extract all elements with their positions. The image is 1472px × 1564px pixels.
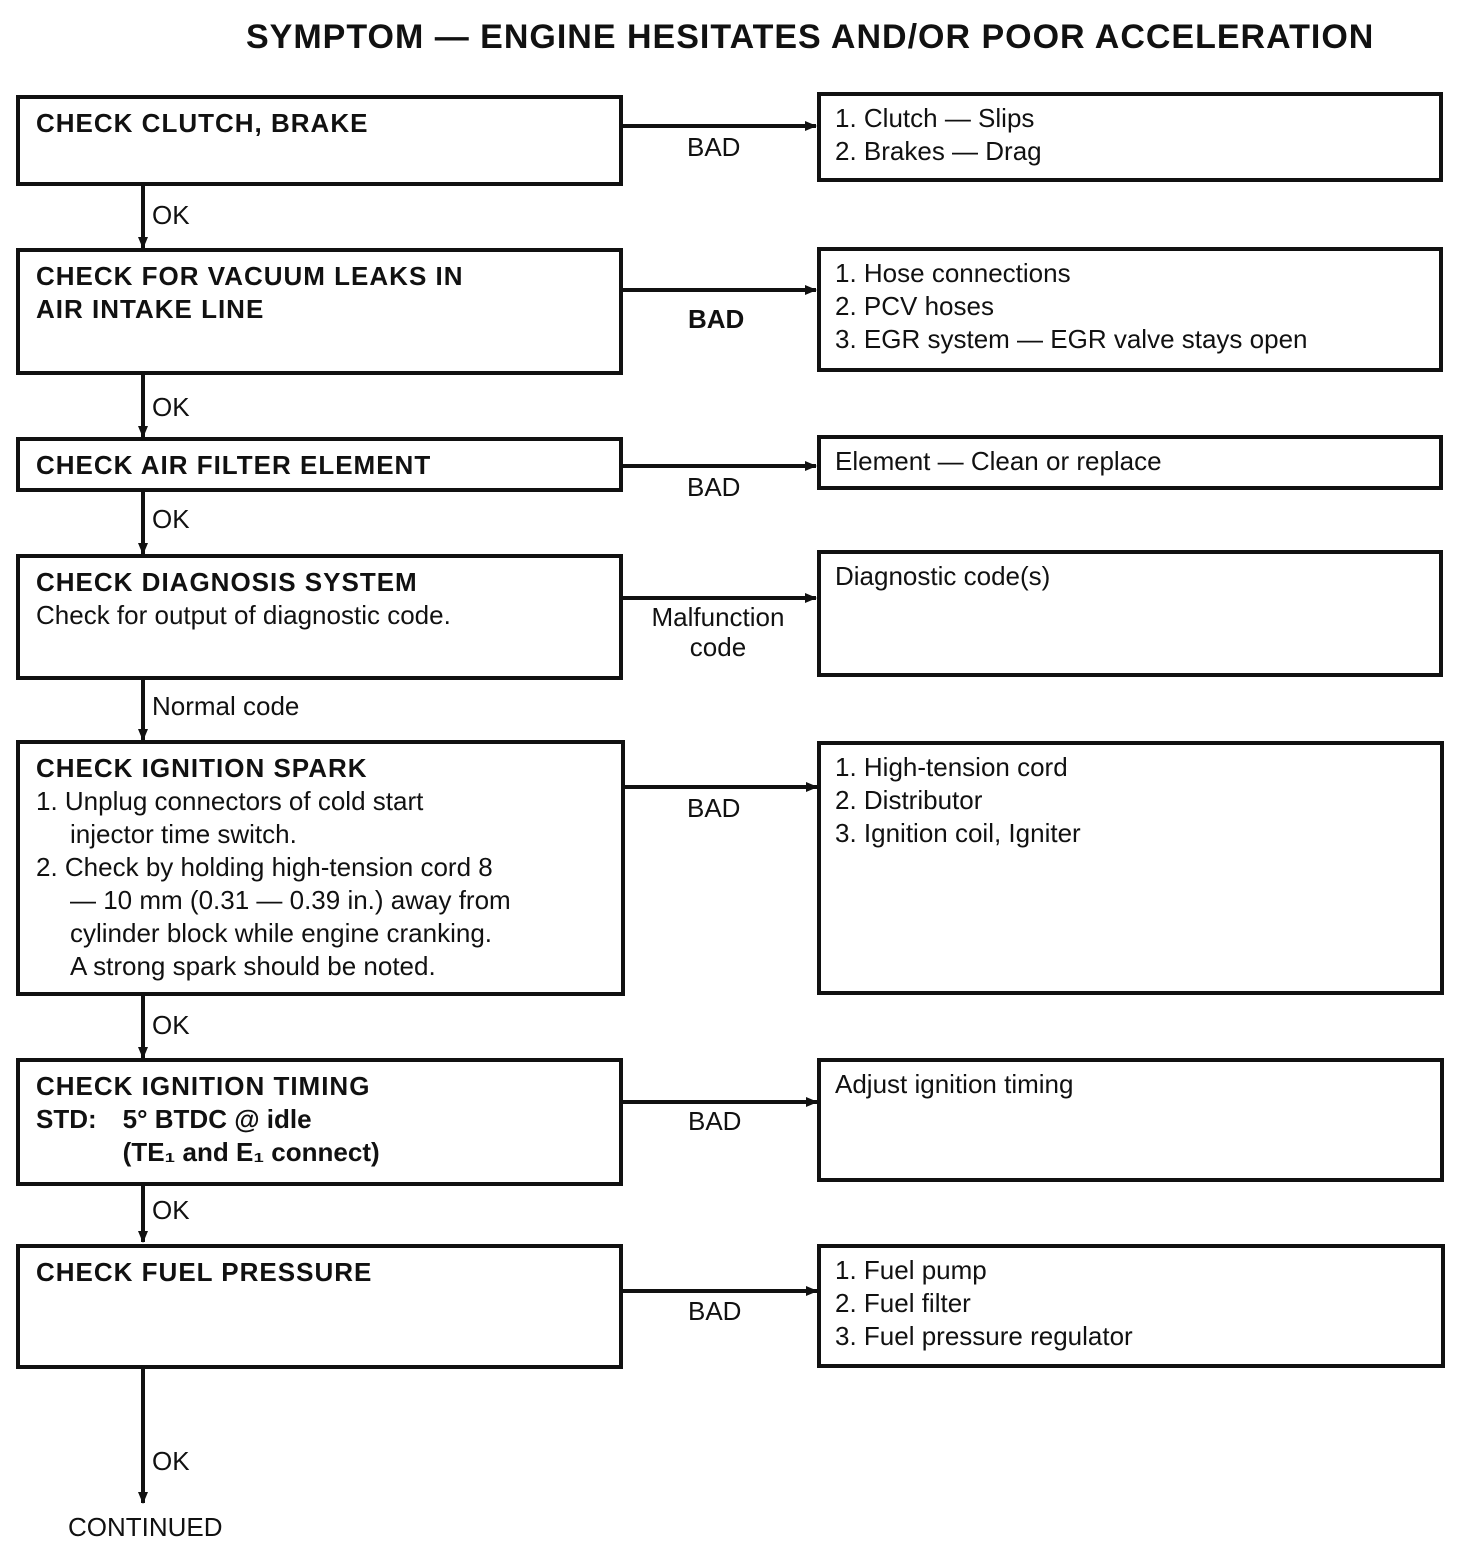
check-fuel-pressure-box (16, 1244, 623, 1369)
result-line: 2. Brakes — Drag (835, 136, 1042, 166)
check-detail: A strong spark should be noted. (70, 951, 436, 981)
check-heading: CHECK IGNITION SPARK (36, 753, 368, 783)
check-heading: CHECK FUEL PRESSURE (36, 1257, 373, 1287)
flow-label: OK (152, 1195, 190, 1225)
check-detail: cylinder block while engine cranking. (70, 918, 493, 948)
result-line: Diagnostic code(s) (835, 561, 1051, 591)
branch-label: BAD (687, 132, 741, 162)
check-diagnosis-system-box (16, 554, 623, 680)
std-note: (TE₁ and E₁ connect) (122, 1137, 380, 1167)
result-box-ignition-spark (817, 741, 1444, 995)
result-box-clutch-brake (817, 92, 1443, 182)
result-line: 1. Fuel pump (835, 1255, 987, 1285)
check-detail: 1. Unplug connectors of cold start (36, 786, 424, 816)
flow-label: Normal code (152, 691, 300, 721)
result-line: 2. Distributor (835, 785, 983, 815)
flow-label: OK (152, 200, 190, 230)
check-heading: CHECK FOR VACUUM LEAKS IN (36, 261, 464, 291)
result-line: 2. PCV hoses (835, 291, 994, 321)
result-line: 3. Ignition coil, Igniter (835, 818, 1081, 848)
check-detail: Check for output of diagnostic code. (36, 600, 451, 630)
result-line: Adjust ignition timing (835, 1069, 1074, 1099)
result-box-vacuum-leaks (817, 247, 1443, 372)
check-detail: 2. Check by holding high-tension cord 8 (36, 852, 493, 882)
result-line: 1. High-tension cord (835, 752, 1068, 782)
result-box-air-filter (817, 435, 1443, 490)
check-heading: AIR INTAKE LINE (36, 294, 265, 324)
branch-label: BAD (688, 1296, 742, 1326)
check-ignition-spark-box (16, 740, 625, 996)
std-spec (36, 1103, 603, 1169)
check-air-filter-box (16, 437, 623, 492)
check-heading: CHECK IGNITION TIMING (36, 1071, 371, 1101)
check-clutch-brake-box (16, 95, 623, 186)
std-value: 5° BTDC @ idle (122, 1104, 312, 1134)
result-line: 3. Fuel pressure regulator (835, 1321, 1133, 1351)
continued-label: CONTINUED (68, 1512, 223, 1542)
result-box-fuel-pressure (817, 1244, 1445, 1368)
result-line: Element — Clean or replace (835, 446, 1162, 476)
flow-label: OK (152, 1010, 190, 1040)
result-box-diagnostic-codes (817, 550, 1443, 677)
check-heading: CHECK CLUTCH, BRAKE (36, 108, 369, 138)
check-heading: CHECK DIAGNOSIS SYSTEM (36, 567, 418, 597)
check-heading: CHECK AIR FILTER ELEMENT (36, 450, 432, 480)
check-detail: — 10 mm (0.31 — 0.39 in.) away from (70, 885, 511, 915)
check-vacuum-leaks-box (16, 248, 623, 375)
check-detail: injector time switch. (70, 819, 297, 849)
result-line: 1. Clutch — Slips (835, 103, 1035, 133)
branch-label: BAD (687, 793, 741, 823)
flow-label: OK (152, 392, 190, 422)
flow-label: OK (152, 504, 190, 534)
branch-label: BAD (688, 1106, 742, 1136)
result-line: 1. Hose connections (835, 258, 1071, 288)
result-line: 3. EGR system — EGR valve stays open (835, 324, 1308, 354)
branch-label: Malfunction code (651, 602, 785, 662)
result-box-ignition-timing (817, 1058, 1444, 1182)
flow-label: OK (152, 1446, 190, 1476)
std-label: STD: (36, 1104, 97, 1134)
branch-label: BAD (688, 304, 745, 334)
branch-label: BAD (687, 472, 741, 502)
result-line: 2. Fuel filter (835, 1288, 971, 1318)
page-title: SYMPTOM — ENGINE HESITATES AND/OR POOR ACCELERATION (246, 18, 1375, 56)
check-ignition-timing-box (16, 1058, 623, 1186)
